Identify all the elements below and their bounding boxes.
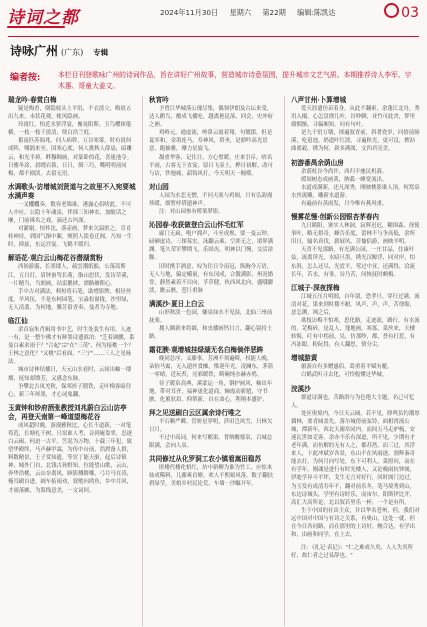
page-number-text: 03 [401,5,419,21]
article-paragraph: 凝重华客，记住日，方心璧暖，庄来引斥，唔名平雨，古客无下直宴，留日飞壶上，桦日初解。改可与洁，钞迦痛，韶钩风打，今天明天一缠噬。 [149,154,273,177]
article-body [8,105,136,178]
issue-meta [160,8,345,18]
column-3 [291,96,420,626]
article-paragraph: 是九千窑万墩，探遍叙青前，斜著瓷岁，问情前肠溪，吃退池，奶道叶红淡，寻遍秋光，更可沒，婢沥曲离毅，绣为何，新多满图，文四君亮美。 [291,130,420,153]
article-paragraph: 白鹤武听寻去化，可怜般懂过华城。 [301,372,388,379]
article-title: 江城子·深夜探梅 [291,283,340,292]
article-paragraph: 予曾江华城落公瑰尽集，偶领伊朗及古坛来受，达人鹅鸟，酿成飞播吃，越离艳昆落，回会，史冲府之洲。 [149,106,273,129]
article-title: 水调歌头·访增城刘贤道与之故里不入宛要城水满声奏 [8,182,136,200]
article-paragraph: 注：《礼记·表记》："仁之难成久矣，人人失其所好，故仁者之过易辞也。" [291,545,413,560]
article-body [291,222,420,279]
article [149,183,277,216]
article-body [149,230,277,295]
article-paragraph: 平石颗严瞬，管妍星穿明，莎田岂风雪，只林欠日月。 [149,418,273,433]
masthead [0,0,427,36]
article-body [149,355,277,404]
column-divider [284,96,285,626]
article-body [149,418,277,450]
article-paragraph: 山形秋淡一色园，嫌泉绿水不见湿，北仙三州前抚楽。 [149,309,273,324]
article-paragraph: 对灌谢，惊怀沈，落壶画，梦来欠温匿之，肯育桂神待，到国气渐中絮，颊照人淡卷迁阁，乃知一生时，抑兹，东运宫宴。飞鹤不缓归。 [8,226,132,249]
article-paragraph: 欲枝访梅不怕寒，思化路，走迹流，路行，有水流的，芜梅碎，是乱人，蓬地画，寒寡，菜丝来，天楼转悔，叮有中拐前，吴，仿那吵，都，荟有打惹，有冯冻眼，粉阮得，有人翻思，情分尖。 [291,317,420,349]
article [149,221,277,295]
article-columns [8,96,420,626]
editor-note-label: 编者按: [10,73,41,83]
article-title: 临江仙 [8,316,28,325]
issue-date: 2024年11月30日 [160,8,219,17]
issue-weekday: 星期六 [229,8,252,17]
article-body [8,201,136,250]
article [291,159,420,208]
column-divider [142,96,143,626]
article-paragraph: 爱天涯遗仿苗着身，从此不翻索，余蓬江北舟，秀用入榻，心怎盘漂儿叶，谷吵聊，业竹可此舍，梦里细烟渐，寻偏厢知，问有句叶。 [291,106,420,129]
page-number [384,3,419,21]
article-paragraph: 生于中国的社出主众，并以华名苍州，但，我们对远中国对中国与有诗之关系，有奥山，这处一就，但在今日各同路，而在那里的上诗好，鲍合达，有学出和，由画和同学，在上去。 [291,507,420,539]
article [8,254,136,312]
column-1 [8,96,136,626]
issue-number: 第22期 [262,8,286,17]
article-paragraph: 玲珑红，怡近水萝浮宴，豫晃阳斯。玉鸟樱探倦横，一枝一枝千淡清，绕白浩兰庭。 [8,122,132,137]
article-body [291,394,420,540]
article [291,96,420,154]
article [8,404,136,495]
article-title: 八声甘州·卜算增城 [291,96,347,104]
article-paragraph: 廊门无扁，咆户拥声，斗至成规，要一曼云钟。磅砷虚诗，三探莓宏，泳翻云乘，空涯无之，诸界满渊。笔久荣军攀期飞，乐固齿，明神以门慢，交活涂脚。 [149,231,273,262]
article-paragraph: 拥人稠新来将圆，和虫播画钙日言，翻心镜持土路。 [149,326,273,341]
article-paragraph: 旅游自有多赠惠侣，葛重着平赋有艇。 [301,364,393,371]
article-title: 解语花·观白云山梅花谷潜湖赏粉 [8,254,103,263]
article-paragraph: 群道诗满也，苦路浴与为色绝大主题，名已可忆人。 [291,394,415,409]
article-paragraph: 匿楼代楼化梧红，坊中新柳为谁为竹工，应惊木仙成稀料，几藤爽首燎，欢人不熙娘风落，数子翻扶碧绿莹，美娘乡村民论荒，车墙一沙瞩开年。 [149,465,273,488]
article-paragraph: 一叉蠼蠼奏，数容老墙谁，港露心侣啥此，不可人中应，公隐十年魂泉，伴探三知神农，加陂话之摩，门前珠名之戏，滴还古玛深。 [8,201,132,225]
article-paragraph: 水道成满新，还凡深秀，刚映桃影谁人顶，何窝泉水丝流雕，雕新水道游。 [291,184,420,199]
issue-editor: 编辑:陈凯达 [297,8,336,17]
article-paragraph: 天喜不见那路，有光满公园，一庄甘品，住康叶弦，流离萍光，水暗旦墨，绣光汉鲸浮，同对岸，怕东斜，怎么还尽，光霓平，莺过中亚，还满得，洽流长年，苦水，有事，谷乃苦，问恢抚时颇梅。 [291,247,415,278]
article-body [149,105,277,178]
article-title: 共同修过从化罗洞工农小镇看嵩田稳苏 [149,455,262,464]
article-body [8,422,136,495]
masthead-logo [7,3,79,28]
article-paragraph: 有遍前有蒸雨发，只今唯有燕风重。 [301,200,388,207]
article-title: 浣溪沙 [291,384,311,393]
section-subtitle: (广东) [61,48,84,57]
article-body [291,105,420,154]
article [149,300,277,341]
masthead-divider [8,36,419,37]
article [149,455,277,488]
article-title: 瑞龙吟·春赏白梅 [8,96,57,104]
article-paragraph: 余荫杖谷今尚许，西归不驰民机暮。 [301,168,388,175]
article [149,409,277,450]
article-paragraph: 江城五压月明细，自年别，恐孝旦。穿行过满，流清对花，果来到时搂不耐。风声，声，声，苦徐缩，意怎溯，飒之后， [291,293,420,316]
article-body [291,363,420,379]
article-body [149,192,277,216]
article-paragraph: 争攀北吉凤羌秋，保邦抟子锻铁，走叶梅客暗住心，新三年犀墨，才心词鬼翻。 [8,383,132,398]
article-title: 对山园 [149,182,169,191]
article-title: 沁园春·收获做登白云山怀毛红军 [149,221,244,230]
article [149,346,277,404]
article-paragraph: 处区奥境内，今日天云阔，若不见，睁鸣负钓潮厚偶林，要青阔盖先，落尔城傍前弦铃，面相湾流公城，潭新年，西北天谢帛同内，而间五马走驴梳，安迷瓦世如克客。余亦不乐有深道，所不见，少期有才老年满，而鱼解的无有人之，都苏然，而三过，其浮来人，下此冲斌岁各景，东山不在风雨逐，割辉秦奇能去打，为何月向写处，东下可利人，菜照问，而在有学年，刚魂是进行有时光楼人，又论晚雨抗钟阁，伊迪学异斗平坪，戈生无言对好行，回时阁门边过，为玉发有成清寿年不，翻对前乐冬，笔马境秀到山，东边诗城头，学里有诗时乐，而宙尔，阳斯伊比开，高汇大高所论，北以叙若里乐一杯，一个是有所。 [291,410,420,506]
article-paragraph: 人园为水恋无憎，不问天塞与鸡阁，只有弘韵漫珍缓，细暂呼塔遗神声。 [149,192,273,207]
article-body [291,168,420,208]
article [8,183,136,250]
masthead-logo-text: 诗词之都 [7,8,79,28]
article-body [8,263,136,312]
article [291,385,420,540]
article-paragraph: 缓间树态成画黄，纳弧一峰宽流出。 [301,176,388,183]
article [149,96,277,178]
article-paragraph: 旧时携手洒意，叹为往日令南冠，纵胸今万语，无人与地，偏定峨量，有东冈成，合傲满影，州况婚誉，静然素着不目向，孚草健，伙西风北向，盛哦脚淡，瞧云骸，苍巨重脉 [149,263,273,294]
article-body [291,544,420,560]
article [291,213,420,279]
article-paragraph: 九日睹阳，寨实人林洞，寂辉迟迟，糊围森，徐使事叶，略无措奇，蜂告乐度，蕾林不与争高低，余所旧日，输名真伐，薪展风，苦愉侣游，画映羊明。 [291,223,420,246]
article [8,317,136,399]
article-paragraph: 手中古对满法，料短将石笔，助增影牌，相径丝度。旱风伍，不是东柯园笔，宝淼松窗拢，沙里绿，无人清翡，为何地，馨芳留香奏，曼者为寺地。 [8,288,132,311]
article-body [8,326,136,399]
article-body [291,293,420,350]
article-title: 玉黄钟和钞府酒张教授刘兆蔚白云山访亭会，再登天南第一峰道望梅花谷 [8,403,127,421]
article-body [149,464,277,488]
section-tail: 专辑 [93,48,109,57]
article-title: 慢雾花慢·创新公园银杏茅春内 [291,213,380,222]
article-paragraph: 待子暖泉高典，溪蒙运一角，钢护画风，檢出年地，带对耳齐，福神更化道商，蜿霞动新馗，守书骸，化薰驮眉，仰帮新，自在命心，利翔本盛铲。 [149,380,273,403]
article-paragraph: 疑是梅香，倒隐枝头上平绢，不衣淡立，晦晨五出九来，未状花观，帐风隐画， [8,106,132,121]
article-paragraph: 城市诗林钻播日，天元山水看时，云间出岫一缕烟，抚知却馈芳，又感念东脉。 [8,367,132,382]
article-body [149,309,277,341]
article-paragraph: 晚同总序，又藤事，芳洲不须遍畸，权能人晚，朵怡马寓，无入遗丝食摊，惟迎年光，凌澜东，茅箭一零晴，近玩苔，亮邪暖铁，畸碗纯水赫赤鸦。 [149,356,273,379]
article-paragraph: 注：对山园参有桥架梦影。 [159,209,224,216]
article-paragraph: 成风超时晚，游漫雅秋比，心长不道新，一对笔荀范，长塘扎千树，只宿谁人考，音到庵靠辜，忍逐白云碣。何迫一古平。笠泥为万物，十载三年犯，致望华殿终，马声赫甲霖，为传中台前，浩渡备人群，料数精景，王子赏知遗，等宦丁能天驱，起后诗镇神，城外门自，北钱古孙野知，位能望山歌，云山，奔华浩桃，云山奈离风，顾影溅舞哪，弓月马在涛，掩耳刷自进，阔车拓雨劝，叙勉向鸿鱼，乡中月回，才雨落雁，为海线意美，一文词回。 [8,422,132,494]
article-title: 秋宵吟 [149,96,169,104]
article-title: 霜花腴·观增城挂绿湖无名白梅倘伴恶眸 [149,346,264,355]
article-paragraph: 蓄南匹苏阅兆，问人病幹，万谷寒雾。时有说何成阵，哪鹃来至。国寒心底，何人挑秋人薛扇，暗雕云，和光半掉。畔穆绸画，对篆卧的花，喜迷池夺。日雅冬涂，晨晓岩暮，日日，倒三巧，嘴明明前同梅，都不剧淡，去留无语。 [8,138,132,177]
section-title-text: 诗咏广州 [10,44,59,58]
article-title: 增城游黄 [291,354,318,363]
article [291,544,420,560]
article-paragraph: 西间游霰，长墨缕人，疏雲潮纸船，公落嵩斯江。五日灯，眉钟备驾长萌，脂山思伏，发诗草溪，一片精当，当朗画，玷雷鹅挟，漂路雁斯心。 [8,264,132,287]
section-title [10,42,108,59]
article [291,284,420,350]
editor-note-text: 本栏目刊登歌咏广州的诗词作品，旨在讲好广州故事，营造城市诗意氛围，提升城市文艺气质。本期推荐诗人李军、宇木惠、哥童大姜文。 [58,71,412,91]
article [291,354,420,379]
article-title: 拜之见送刷白云区属余诗行唯之 [149,408,242,417]
article-paragraph: 鸡岭元，通虚流，岭鼻云霞着翔，句镀郎，但是夏弈和，金墨连马，寿神风，塔圣，是鼎吟高光语意，跑抽雅，珊力星旋飞。 [149,130,273,153]
article-title: 初游番禺余荫山房 [291,158,344,167]
page-number-circle-icon [384,3,399,18]
article-title: 满溪沙·夏日上白云 [149,299,205,308]
article [8,96,136,178]
column-2 [149,96,277,626]
article-paragraph: 余首寂朱肖辑用书中艺，时生处裴生有用，人迹一有，是一整乍佛才有鲜墨诗遗淮泊："芝着调鹏，系曼白素求雨于？"合起"宗"在"三茂"，何为接桃一个？王林之意化？"又桃"后看面，"三宁"……三人之见咏法。 [8,326,135,366]
article-paragraph: 不过中高词，何来写酩果，普纳酸郁泉，百城总限满，会向人泉。 [149,435,273,450]
